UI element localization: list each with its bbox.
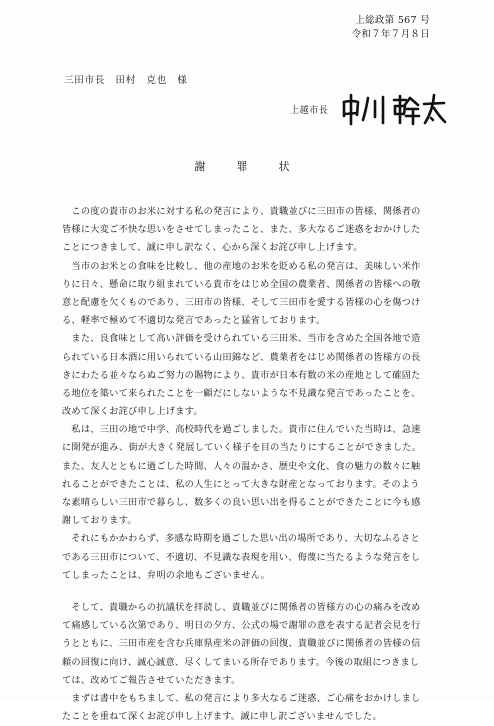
document-title: 謝 罪 状 [194,160,300,173]
body-line: れることができたことは、私の人生にとって大きな財産となっております。そのよう [62,478,420,490]
body-line: て痛感している次第であり、明日の夕方、公式の場で謝罪の意を表する記者会見を行 [62,620,421,632]
body-line: たことを重ねて深くお詫び申し上げます。誠に申し訳ございませんでした。 [62,711,382,723]
sender-block [290,92,448,122]
paragraph-gap [62,585,442,599]
body-line: ては、改めてご報告させていただきます。 [62,674,241,686]
body-block-2 [62,599,442,726]
body-line: 謝しております。 [62,515,137,527]
handwritten-signature [338,92,448,126]
document-number: 上総政第 567 号 [355,15,430,26]
addressee: 三田市長 田村 克也 様 [64,75,188,86]
body-line: 皆様に大変ご不快な思いをさせてしまったこと、また、多大なるご迷惑をおかけした [62,224,421,236]
body-line: また、友人とともに過ごした時間、人々の温かさ、歴史や文化、食の魅力の数々に触 [62,460,421,472]
body-line: この度の貴市のお米に対する私の発言により、貴職並びに三田市の皆様、関係者の [62,206,421,217]
body-line: 意と配慮を欠くものであり、三田市の皆様、そして三田市を愛する皆様の心を傷つけ [62,296,421,308]
body-line: 私は、三田の地で中学、高校時代を過ごしました。貴市に住んでいた当時は、急速 [62,424,421,436]
body-line: 頼の回復に向け、誠心誠意、尽くしてまいる所存であります。今後の取組につきまし [62,656,420,668]
body-line: る地位を築いて来られたことを一顧だにしないような不見識な発言であったことを、 [62,387,421,399]
body-line: に開発が進み、街が大きく発展していく様子を目の当たりにすることができました。 [62,442,422,454]
body-line: な素晴らしい三田市で暮らし、数多くの良い思い出を得ることができたことに今も感 [62,497,421,508]
body-block-1 [62,203,442,585]
body-line: られている日本酒に用いられている山田錦など、農業者をはじめ関係者の皆様方の長 [62,351,421,363]
body-line: てしまったことは、弁明の余地もございません。 [62,569,271,581]
body-line: 当市のお米との食味を比較し、他の産地のお米を貶める私の発言は、美味しい米作 [62,260,421,272]
document-header [352,14,430,42]
body-line: る、軽率で極めて不適切な発言であったと猛省しております。 [62,315,326,327]
body-line: そして、貴職からの抗議状を拝読し、貴職並びに関係者の皆様方の心の痛みを改め [62,601,421,613]
sender-title: 上越市長 [290,105,329,116]
body-line: うとともに、三田市産を含む兵庫県産米の評価の回復、貴職並びに関係者の皆様の信 [62,638,421,650]
body-line: まずは書中をもちまして、私の発言により多大なるご迷惑、ご心痛をおかけしまし [62,692,421,704]
letter-body [62,203,442,726]
body-line: である三田市について、不適切、不見識な表現を用い、侮蔑に当たるような発言をし [62,551,421,563]
body-line: ことにつきまして、誠に申し訳なく、心から深くお詫び申し上げます。 [62,242,363,254]
body-line: りに日々、懸命に取り組まれている貴市をはじめ全国の農業者、関係者の皆様への敬 [62,278,421,290]
body-line: また、良食味として高い評価を受けられている三田米、当市を含めた全国各地で造 [62,333,421,345]
body-line: きにわたる並々ならぬご努力の賜物により、貴市が日本有数の米の産地として確固た [62,369,421,381]
body-line: 改めて深くお詫び申し上げます。 [62,406,203,418]
document-date: 令和７年７月８日 [351,29,430,40]
body-line: それにもかかわらず、多感な時期を過ごした思い出の場所であり、大切なふるさと [62,533,420,545]
